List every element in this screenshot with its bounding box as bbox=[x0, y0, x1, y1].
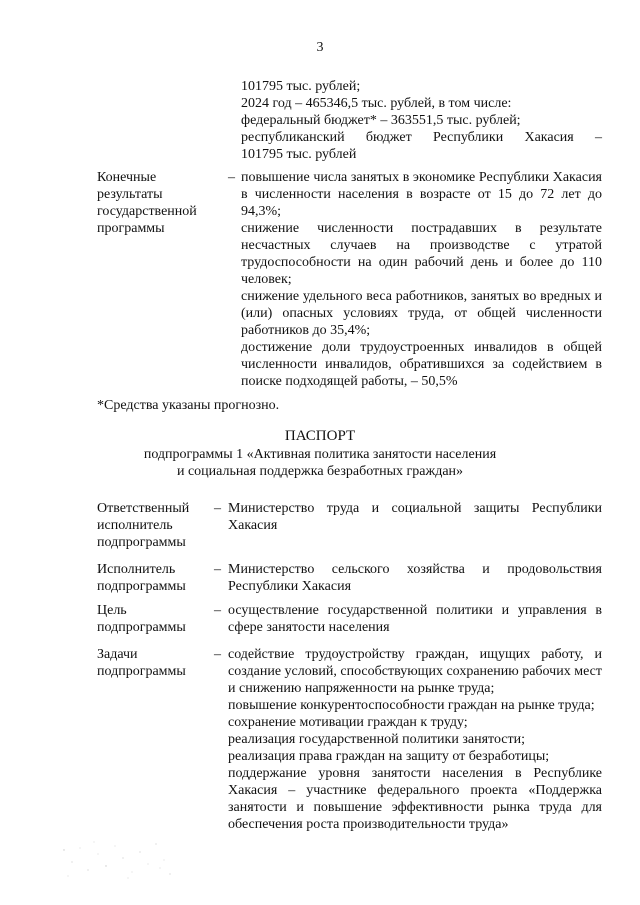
executor-row bbox=[97, 561, 602, 597]
dash: – bbox=[228, 170, 235, 185]
label-line: подпрограммы bbox=[97, 535, 186, 550]
goal-text: осуществление государственной политики и управления в сфере занятости населения bbox=[228, 603, 602, 635]
tasks-row bbox=[97, 646, 602, 836]
footnote: *Средства указаны прогнозно. bbox=[97, 398, 280, 413]
tasks-content bbox=[228, 646, 602, 833]
label-line: государственной bbox=[97, 204, 197, 219]
passport-subtitle: и социальная поддержка безработных граждан» bbox=[176, 464, 464, 479]
label-line: Конечные bbox=[97, 170, 157, 185]
goal-label bbox=[97, 602, 186, 636]
scan-noise bbox=[60, 840, 180, 880]
budget-line: республиканский бюджет Республики Хакасия – bbox=[241, 130, 602, 145]
result-item: снижение удельного веса работников, занятых во вредных и (или) опасных условиях труда, от общей численности работников до 35,4%; bbox=[241, 289, 602, 338]
label-line: Задачи bbox=[97, 647, 138, 662]
label-line: Исполнитель bbox=[97, 562, 176, 577]
passport-subtitle: подпрограммы 1 «Активная политика занятости населения bbox=[143, 447, 497, 462]
budget-line: 101795 тыс. рублей bbox=[241, 147, 357, 162]
task-item: содействие трудоустройству граждан, ищущих работу, и создание условий, способствующих сохранению рабочих мест и снижению напряженности на рынке труда; bbox=[228, 647, 602, 696]
responsible-row bbox=[97, 500, 602, 552]
label-line: подпрограммы bbox=[97, 620, 186, 635]
label-line: Цель bbox=[97, 603, 127, 618]
dash: – bbox=[214, 562, 221, 577]
passport-title: ПАСПОРТ bbox=[284, 428, 356, 444]
budget-line: 2024 год – 465346,5 тыс. рублей, в том числе: bbox=[241, 96, 512, 111]
responsible-label bbox=[97, 500, 189, 551]
budget-line: федеральный бюджет* – 363551,5 тыс. рублей; bbox=[241, 113, 521, 128]
label-line: подпрограммы bbox=[97, 579, 186, 594]
passport-heading bbox=[0, 428, 640, 480]
goal-content bbox=[228, 602, 602, 636]
responsible-text: Министерство труда и социальной защиты Республики Хакасия bbox=[228, 501, 602, 533]
results-content bbox=[241, 169, 602, 390]
dash: – bbox=[214, 603, 221, 618]
results-row bbox=[97, 169, 602, 389]
page-number: 3 bbox=[316, 40, 324, 55]
result-item: снижение численности пострадавших в результате несчастных случаев на производстве с утратой трудоспособности на один рабочий день и более до 110 человек; bbox=[241, 221, 602, 287]
result-item: повышение числа занятых в экономике Республики Хакасия в численности населения в возрасте от 15 до 72 лет до 94,3%; bbox=[241, 170, 602, 219]
responsible-content bbox=[228, 500, 602, 534]
budget-block bbox=[241, 78, 602, 163]
executor-text: Министерство сельского хозяйства и продовольствия Республики Хакасия bbox=[228, 562, 602, 594]
dash: – bbox=[214, 647, 221, 662]
label-line: исполнитель bbox=[97, 518, 173, 533]
task-item: реализация права граждан на защиту от безработицы; bbox=[228, 749, 550, 764]
task-item: сохранение мотивации граждан к труду; bbox=[228, 715, 468, 730]
result-item: достижение доли трудоустроенных инвалидов в общей численности инвалидов, обратившихся за содействием в поиске подходящей работы, – 50,5% bbox=[241, 340, 602, 389]
budget-line: 101795 тыс. рублей; bbox=[241, 79, 361, 94]
task-item: реализация государственной политики занятости; bbox=[228, 732, 526, 747]
label-line: подпрограммы bbox=[97, 664, 186, 679]
label-line: Ответственный bbox=[97, 501, 190, 516]
task-item: повышение конкурентоспособности граждан на рынке труда; bbox=[228, 698, 595, 713]
task-item: поддержание уровня занятости населения в Республике Хакасия – участнике федерального проекта «Поддержка занятости и повышение эффективности рынка труда для обеспечения роста производительности труда» bbox=[228, 766, 602, 832]
tasks-label bbox=[97, 646, 186, 680]
executor-content bbox=[228, 561, 602, 595]
label-line: программы bbox=[97, 221, 165, 236]
goal-row bbox=[97, 602, 602, 638]
label-line: результаты bbox=[97, 187, 163, 202]
executor-label bbox=[97, 561, 186, 595]
results-label bbox=[97, 169, 197, 237]
dash: – bbox=[214, 501, 221, 516]
